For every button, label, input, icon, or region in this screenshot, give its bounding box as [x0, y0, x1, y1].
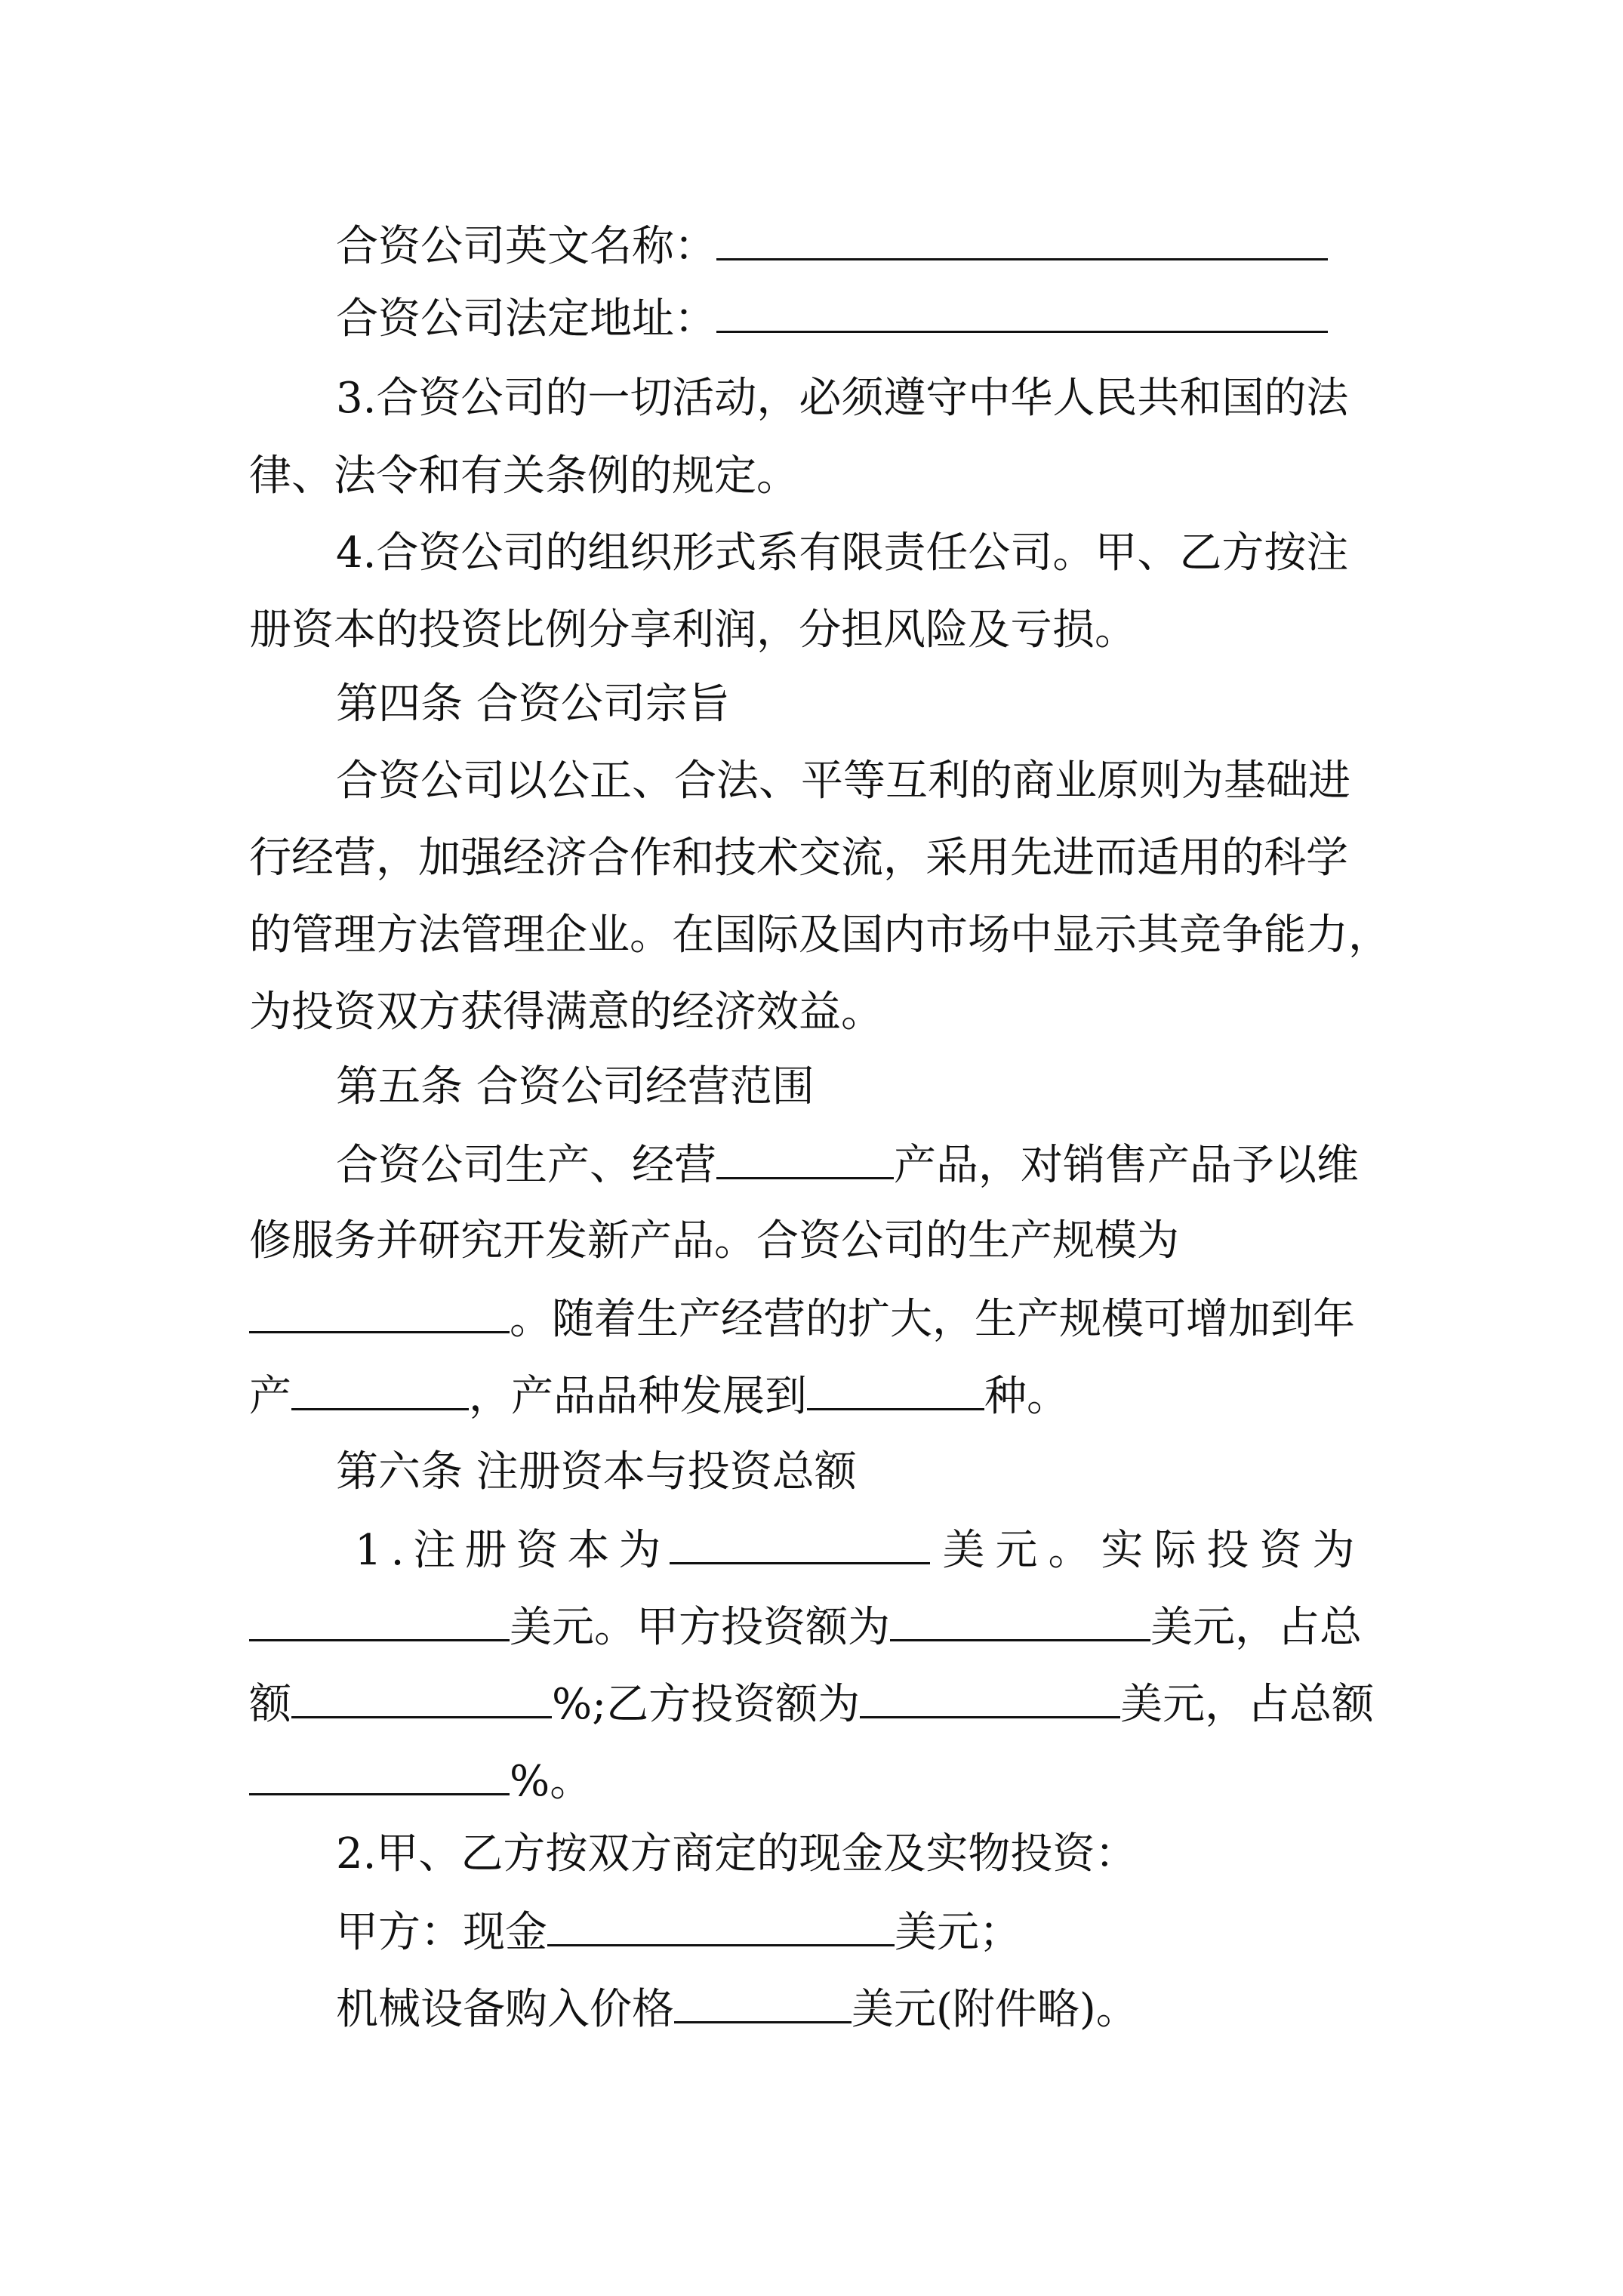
- equipment-price-blank: [674, 1982, 852, 2023]
- clause-3-line-1: 3.合资公司的一切活动，必须遵守中华人民共和国的法: [336, 374, 1349, 423]
- scope-line-4-a: 产: [249, 1372, 291, 1421]
- scope-line-4: [0, 1369, 1623, 1422]
- party-a-percent-blank: [291, 1677, 552, 1718]
- scope-text-a: 合资公司生产、经营: [336, 1141, 716, 1190]
- english-name-line: [0, 219, 1623, 272]
- scope-line-2-text: 修服务并研究开发新产品。合资公司的生产规模为: [249, 1216, 1179, 1265]
- capital-line-3-a: 额: [249, 1680, 291, 1729]
- capital-line-3: [0, 1677, 1623, 1730]
- scope-line-1: [0, 1138, 1623, 1191]
- legal-address-blank: [716, 291, 1328, 333]
- capital-line-4: [0, 1754, 1623, 1807]
- capital-line-3-b: %;乙方投资额为: [552, 1680, 861, 1729]
- capital-line-2: [0, 1600, 1623, 1653]
- party-a-cash-label: 甲方：现金: [336, 1908, 547, 1957]
- article-6-heading: 第六条 注册资本与投资总额: [336, 1447, 857, 1496]
- equipment-line: [0, 1982, 1623, 2035]
- varieties-blank: [807, 1369, 984, 1410]
- contribution-line: 2.甲、乙方按双方商定的现金及实物投资：: [336, 1829, 1138, 1878]
- actual-investment-blank: [249, 1600, 510, 1641]
- scope-line-4-b: ，产品品种发展到: [469, 1372, 807, 1421]
- english-name-label: 合资公司英文名称：: [336, 222, 716, 271]
- product-blank: [716, 1138, 894, 1179]
- production-scale-blank: [249, 1292, 510, 1333]
- party-a-cash-line: [0, 1905, 1623, 1958]
- equipment-label: 机械设备购入价格: [336, 1985, 674, 2034]
- party-b-percent-blank: [249, 1754, 510, 1795]
- purpose-line-4: 为投资双方获得满意的经济效益。: [249, 988, 883, 1037]
- clause-3-line-2: 律、法令和有关条例的规定。: [249, 451, 799, 501]
- party-a-amount-blank: [890, 1600, 1150, 1641]
- legal-address-line: [0, 291, 1623, 344]
- clause-4-line-1: 4.合资公司的组织形式系有限责任公司。甲、乙方按注: [336, 529, 1349, 578]
- scope-line-3: [0, 1292, 1623, 1345]
- annual-output-blank: [291, 1369, 469, 1410]
- party-b-amount-blank: [860, 1677, 1120, 1718]
- capital-line-3-c: 美元，占总额: [1120, 1680, 1375, 1729]
- scope-line-3-text: 。随着生产经营的扩大，生产规模可增加到年: [510, 1295, 1355, 1344]
- legal-address-label: 合资公司法定地址：: [336, 294, 716, 344]
- registered-capital-blank: [670, 1523, 930, 1564]
- capital-text-b: 美元。实际投资为: [942, 1526, 1366, 1575]
- capital-line-2-a: 美元。甲方投资额为: [510, 1603, 890, 1652]
- article-4-heading: 第四条 合资公司宗旨: [336, 680, 730, 729]
- capital-line-2-b: 美元，占总: [1150, 1603, 1362, 1652]
- party-a-cash-unit: 美元；: [895, 1908, 1021, 1957]
- article-5-heading: 第五条 合资公司经营范围: [336, 1062, 815, 1111]
- scope-text-b: 产品，对销售产品予以维: [894, 1141, 1359, 1190]
- capital-text-a: 1.注册资本为: [355, 1526, 670, 1575]
- purpose-line-3: 的管理方法管理企业。在国际及国内市场中显示其竞争能力，: [249, 911, 1390, 960]
- scope-line-4-c: 种。: [984, 1372, 1069, 1421]
- scope-line-2: [0, 1215, 1623, 1268]
- clause-4-line-2: 册资本的投资比例分享利润，分担风险及亏损。: [249, 606, 1137, 655]
- english-name-blank: [716, 219, 1328, 260]
- party-a-cash-blank: [547, 1905, 895, 1946]
- purpose-line-2: 行经营，加强经济合作和技术交流，采用先进而适用的科学: [249, 834, 1348, 883]
- capital-line-4-text: %。: [510, 1757, 593, 1806]
- equipment-unit: 美元(附件略)。: [852, 1985, 1138, 2034]
- capital-line-1: [0, 1523, 1623, 1576]
- purpose-line-1: 合资公司以公正、合法、平等互利的商业原则为基础进: [336, 757, 1350, 806]
